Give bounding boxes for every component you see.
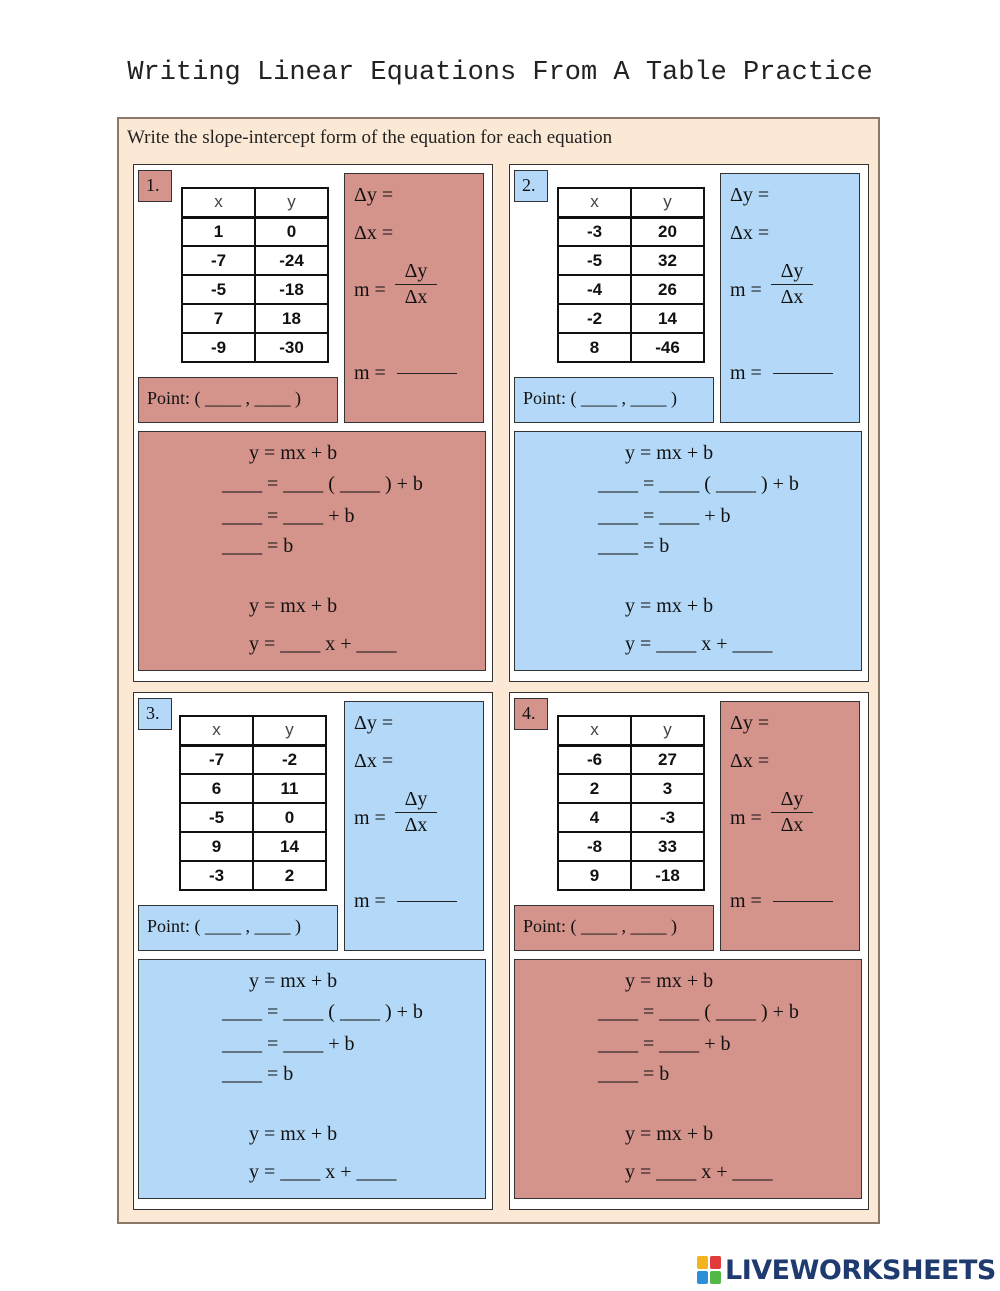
delta-x-label[interactable]: Δx =	[354, 750, 394, 772]
x-header: x	[558, 188, 631, 217]
problem-number: 1.	[138, 170, 172, 202]
y-header: y	[631, 716, 704, 745]
equation-line[interactable]: ____ = ____ ( ____ ) + b	[222, 1001, 423, 1023]
equation-line[interactable]: ____ = b	[222, 535, 294, 557]
x-cell: -5	[558, 246, 631, 275]
m-equals-label: m =	[354, 279, 386, 301]
m-equals-label: m =	[730, 279, 762, 301]
y-cell: -2	[253, 745, 326, 774]
equation-line[interactable]: ____ = ____ ( ____ ) + b	[598, 1001, 799, 1023]
m-answer-blank[interactable]	[397, 373, 457, 374]
x-cell: -7	[182, 246, 255, 275]
x-header: x	[182, 188, 255, 217]
y-cell: -24	[255, 246, 328, 275]
delta-y-label[interactable]: Δy =	[354, 184, 394, 206]
x-cell: -9	[182, 333, 255, 362]
x-cell: 2	[558, 774, 631, 803]
equation-box	[514, 431, 862, 671]
x-header: x	[558, 716, 631, 745]
delta-x-label[interactable]: Δx =	[354, 222, 394, 244]
fraction-denominator: Δx	[780, 286, 804, 308]
y-cell: 11	[253, 774, 326, 803]
xy-table	[557, 715, 705, 891]
equation-line: y = mx + b	[249, 1123, 338, 1145]
worksheet	[117, 117, 880, 1224]
equation-line: y = mx + b	[625, 1123, 714, 1145]
delta-y-label[interactable]: Δy =	[354, 712, 394, 734]
y-cell: 3	[631, 774, 704, 803]
x-cell: 9	[558, 861, 631, 890]
problem-4	[509, 692, 869, 1210]
y-cell: 2	[253, 861, 326, 890]
fraction-numerator: Δy	[395, 260, 437, 285]
equation-line[interactable]: y = ____ x + ____	[625, 633, 773, 655]
x-cell: -5	[180, 803, 253, 832]
equation-box	[514, 959, 862, 1199]
equation-line[interactable]: y = ____ x + ____	[625, 1161, 773, 1183]
equation-line[interactable]: ____ = ____ ( ____ ) + b	[222, 473, 423, 495]
delta-x-label[interactable]: Δx =	[730, 750, 770, 772]
x-cell: -3	[558, 217, 631, 246]
x-cell: 7	[182, 304, 255, 333]
m-final-label: m =	[730, 362, 762, 384]
slope-fraction	[771, 260, 813, 309]
fraction-denominator: Δx	[404, 814, 428, 836]
xy-table	[179, 715, 327, 891]
x-cell: -6	[558, 745, 631, 774]
point-box[interactable]: Point: ( ____ , ____ )	[514, 377, 714, 423]
slope-box	[720, 701, 860, 951]
equation-line[interactable]: y = ____ x + ____	[249, 633, 397, 655]
y-header: y	[255, 188, 328, 217]
problem-number: 3.	[138, 698, 172, 730]
equation-line: y = mx + b	[249, 595, 338, 617]
equation-line: y = mx + b	[625, 970, 714, 992]
xy-table	[181, 187, 329, 363]
x-cell: 6	[180, 774, 253, 803]
m-answer-blank[interactable]	[773, 901, 833, 902]
liveworksheets-logo[interactable]	[697, 1253, 996, 1287]
x-cell: -3	[180, 861, 253, 890]
y-cell: 0	[255, 217, 328, 246]
x-cell: 4	[558, 803, 631, 832]
delta-y-label[interactable]: Δy =	[730, 184, 770, 206]
equation-line[interactable]: ____ = ____ + b	[598, 1033, 731, 1055]
y-cell: 27	[631, 745, 704, 774]
equation-line[interactable]: ____ = ____ ( ____ ) + b	[598, 473, 799, 495]
equation-line[interactable]: ____ = b	[222, 1063, 294, 1085]
y-header: y	[253, 716, 326, 745]
slope-box	[720, 173, 860, 423]
y-cell: 33	[631, 832, 704, 861]
y-cell: 20	[631, 217, 704, 246]
delta-y-label[interactable]: Δy =	[730, 712, 770, 734]
logo-text: LIVEWORKSHEETS	[725, 1254, 996, 1286]
slope-fraction	[771, 788, 813, 837]
equation-line: y = mx + b	[625, 442, 714, 464]
x-cell: -4	[558, 275, 631, 304]
instructions: Write the slope-intercept form of the equation for each equation	[127, 127, 613, 148]
y-cell: 14	[253, 832, 326, 861]
y-cell: 14	[631, 304, 704, 333]
m-equals-label: m =	[354, 807, 386, 829]
x-cell: -2	[558, 304, 631, 333]
x-cell: -8	[558, 832, 631, 861]
y-cell: 0	[253, 803, 326, 832]
y-header: y	[631, 188, 704, 217]
equation-line: y = mx + b	[249, 442, 338, 464]
slope-box	[344, 173, 484, 423]
x-cell: -5	[182, 275, 255, 304]
m-answer-blank[interactable]	[773, 373, 833, 374]
slope-fraction	[395, 260, 437, 309]
x-cell: 1	[182, 217, 255, 246]
slope-box	[344, 701, 484, 951]
x-cell: 9	[180, 832, 253, 861]
y-cell: -18	[631, 861, 704, 890]
equation-line[interactable]: ____ = b	[598, 1063, 670, 1085]
equation-line[interactable]: ____ = ____ + b	[222, 1033, 355, 1055]
y-cell: -18	[255, 275, 328, 304]
x-cell: -7	[180, 745, 253, 774]
problem-number: 4.	[514, 698, 548, 730]
equation-line[interactable]: y = ____ x + ____	[249, 1161, 397, 1183]
equation-box	[138, 431, 486, 671]
page-title: Writing Linear Equations From A Table Practice	[127, 58, 873, 88]
problem-number: 2.	[514, 170, 548, 202]
problem-3	[133, 692, 493, 1210]
equation-line: y = mx + b	[625, 595, 714, 617]
y-cell: -46	[631, 333, 704, 362]
fraction-numerator: Δy	[771, 260, 813, 285]
xy-table	[557, 187, 705, 363]
equation-line[interactable]: ____ = ____ + b	[222, 505, 355, 527]
liveworksheets-logo-icon	[697, 1256, 721, 1284]
y-cell: -3	[631, 803, 704, 832]
x-cell: 8	[558, 333, 631, 362]
problem-1	[133, 164, 493, 682]
fraction-denominator: Δx	[780, 814, 804, 836]
equation-line[interactable]: ____ = b	[598, 535, 670, 557]
equation-line: y = mx + b	[249, 970, 338, 992]
slope-fraction	[395, 788, 437, 837]
y-cell: 32	[631, 246, 704, 275]
x-header: x	[180, 716, 253, 745]
m-final-label: m =	[354, 362, 386, 384]
problem-2	[509, 164, 869, 682]
y-cell: 18	[255, 304, 328, 333]
fraction-numerator: Δy	[395, 788, 437, 813]
point-box[interactable]: Point: ( ____ , ____ )	[514, 905, 714, 951]
point-box[interactable]: Point: ( ____ , ____ )	[138, 377, 338, 423]
fraction-numerator: Δy	[771, 788, 813, 813]
point-box[interactable]: Point: ( ____ , ____ )	[138, 905, 338, 951]
m-equals-label: m =	[730, 807, 762, 829]
m-final-label: m =	[354, 890, 386, 912]
fraction-denominator: Δx	[404, 286, 428, 308]
m-answer-blank[interactable]	[397, 901, 457, 902]
equation-box	[138, 959, 486, 1199]
m-final-label: m =	[730, 890, 762, 912]
y-cell: -30	[255, 333, 328, 362]
equation-line[interactable]: ____ = ____ + b	[598, 505, 731, 527]
delta-x-label[interactable]: Δx =	[730, 222, 770, 244]
y-cell: 26	[631, 275, 704, 304]
